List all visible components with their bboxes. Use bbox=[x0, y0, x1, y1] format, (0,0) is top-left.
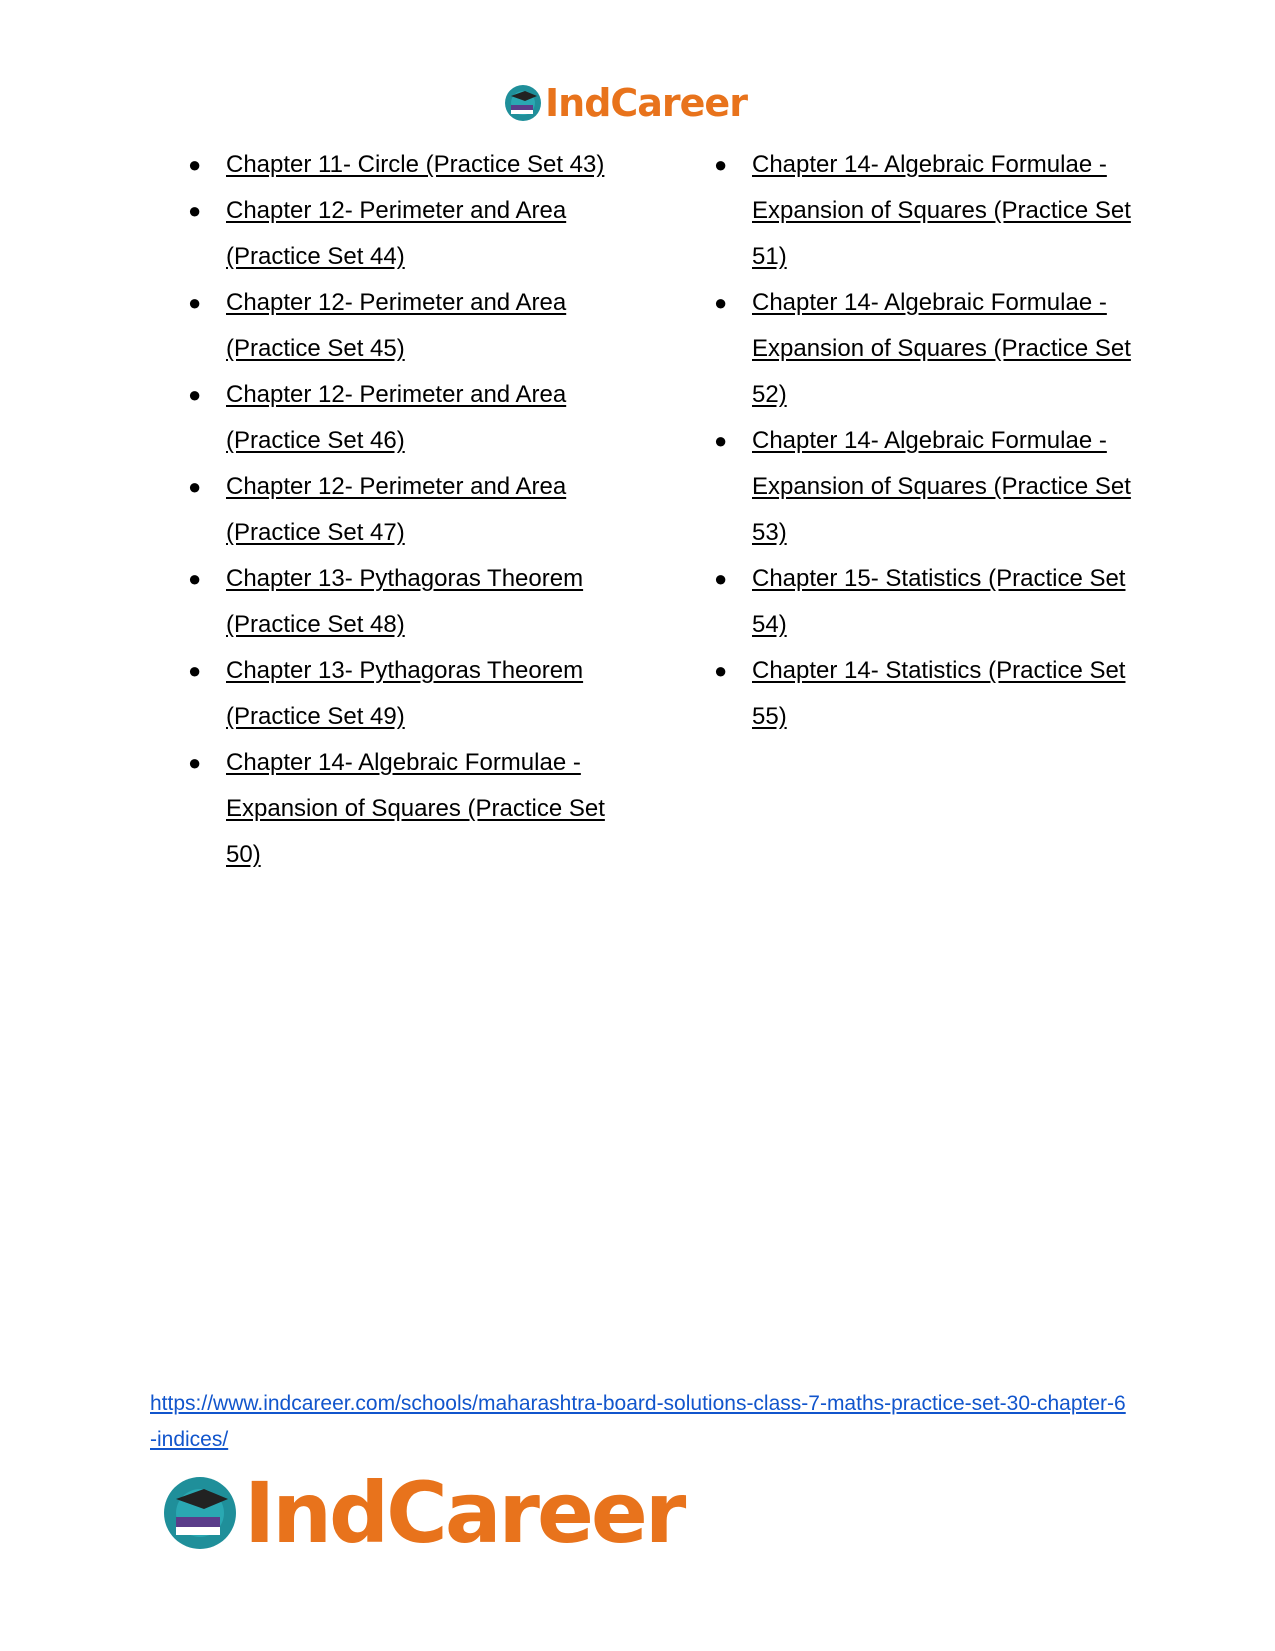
list-item bbox=[186, 372, 626, 464]
bullet: ● bbox=[188, 152, 202, 177]
list-item bbox=[712, 648, 1152, 740]
list-item bbox=[712, 280, 1152, 418]
chapter-link[interactable]: Chapter 15- Statistics (Practice Set 54) bbox=[752, 565, 1126, 638]
left-chapter-list bbox=[186, 142, 626, 878]
list-item bbox=[186, 740, 626, 878]
list-item bbox=[712, 556, 1152, 648]
list-item bbox=[186, 556, 626, 648]
bullet: ● bbox=[188, 566, 202, 591]
list-item bbox=[186, 188, 626, 280]
list-item bbox=[186, 648, 626, 740]
footer-logo bbox=[160, 1464, 684, 1562]
logo-mark-icon bbox=[503, 83, 543, 123]
list-item bbox=[186, 280, 626, 372]
chapter-link[interactable]: Chapter 13- Pythagoras Theorem (Practice Set 48) bbox=[226, 565, 584, 638]
chapter-link[interactable]: Chapter 12- Perimeter and Area (Practice Set 46) bbox=[226, 381, 567, 454]
bullet: ● bbox=[188, 290, 202, 315]
bullet: ● bbox=[714, 566, 728, 591]
source-url-link[interactable]: https://www.indcareer.com/schools/maharashtra-board-solutions-class-7-maths-practice-set-30-chapter-6-indices/ bbox=[150, 1392, 1126, 1451]
chapter-link[interactable]: Chapter 13- Pythagoras Theorem (Practice Set 49) bbox=[226, 657, 584, 730]
bullet: ● bbox=[714, 152, 728, 177]
chapter-link[interactable]: Chapter 14- Algebraic Formulae - Expansion of Squares (Practice Set 50) bbox=[226, 749, 605, 868]
chapter-link[interactable]: Chapter 12- Perimeter and Area (Practice Set 45) bbox=[226, 289, 567, 362]
chapter-link[interactable]: Chapter 14- Algebraic Formulae - Expansion of Squares (Practice Set 51) bbox=[752, 151, 1131, 270]
bullet: ● bbox=[714, 428, 728, 453]
footer-logo-text: IndCareer bbox=[244, 1464, 684, 1562]
list-item bbox=[186, 142, 626, 188]
right-chapter-list bbox=[712, 142, 1152, 740]
header-logo-text: IndCareer bbox=[545, 81, 747, 125]
list-item bbox=[186, 464, 626, 556]
bullet: ● bbox=[714, 290, 728, 315]
logo-mark-icon bbox=[160, 1473, 240, 1553]
list-item bbox=[712, 142, 1152, 280]
bullet: ● bbox=[188, 750, 202, 775]
bullet: ● bbox=[714, 658, 728, 683]
bullet: ● bbox=[188, 474, 202, 499]
bullet: ● bbox=[188, 658, 202, 683]
chapter-link[interactable]: Chapter 14- Algebraic Formulae - Expansion of Squares (Practice Set 53) bbox=[752, 427, 1131, 546]
chapter-link[interactable]: Chapter 12- Perimeter and Area (Practice Set 47) bbox=[226, 473, 567, 546]
chapter-link[interactable]: Chapter 14- Statistics (Practice Set 55) bbox=[752, 657, 1126, 730]
bullet: ● bbox=[188, 198, 202, 223]
chapter-link[interactable]: Chapter 11- Circle (Practice Set 43) bbox=[226, 151, 605, 178]
list-item bbox=[712, 418, 1152, 556]
chapter-link[interactable]: Chapter 12- Perimeter and Area (Practice Set 44) bbox=[226, 197, 567, 270]
chapter-link[interactable]: Chapter 14- Algebraic Formulae - Expansion of Squares (Practice Set 52) bbox=[752, 289, 1131, 408]
bullet: ● bbox=[188, 382, 202, 407]
header-logo bbox=[503, 78, 747, 128]
